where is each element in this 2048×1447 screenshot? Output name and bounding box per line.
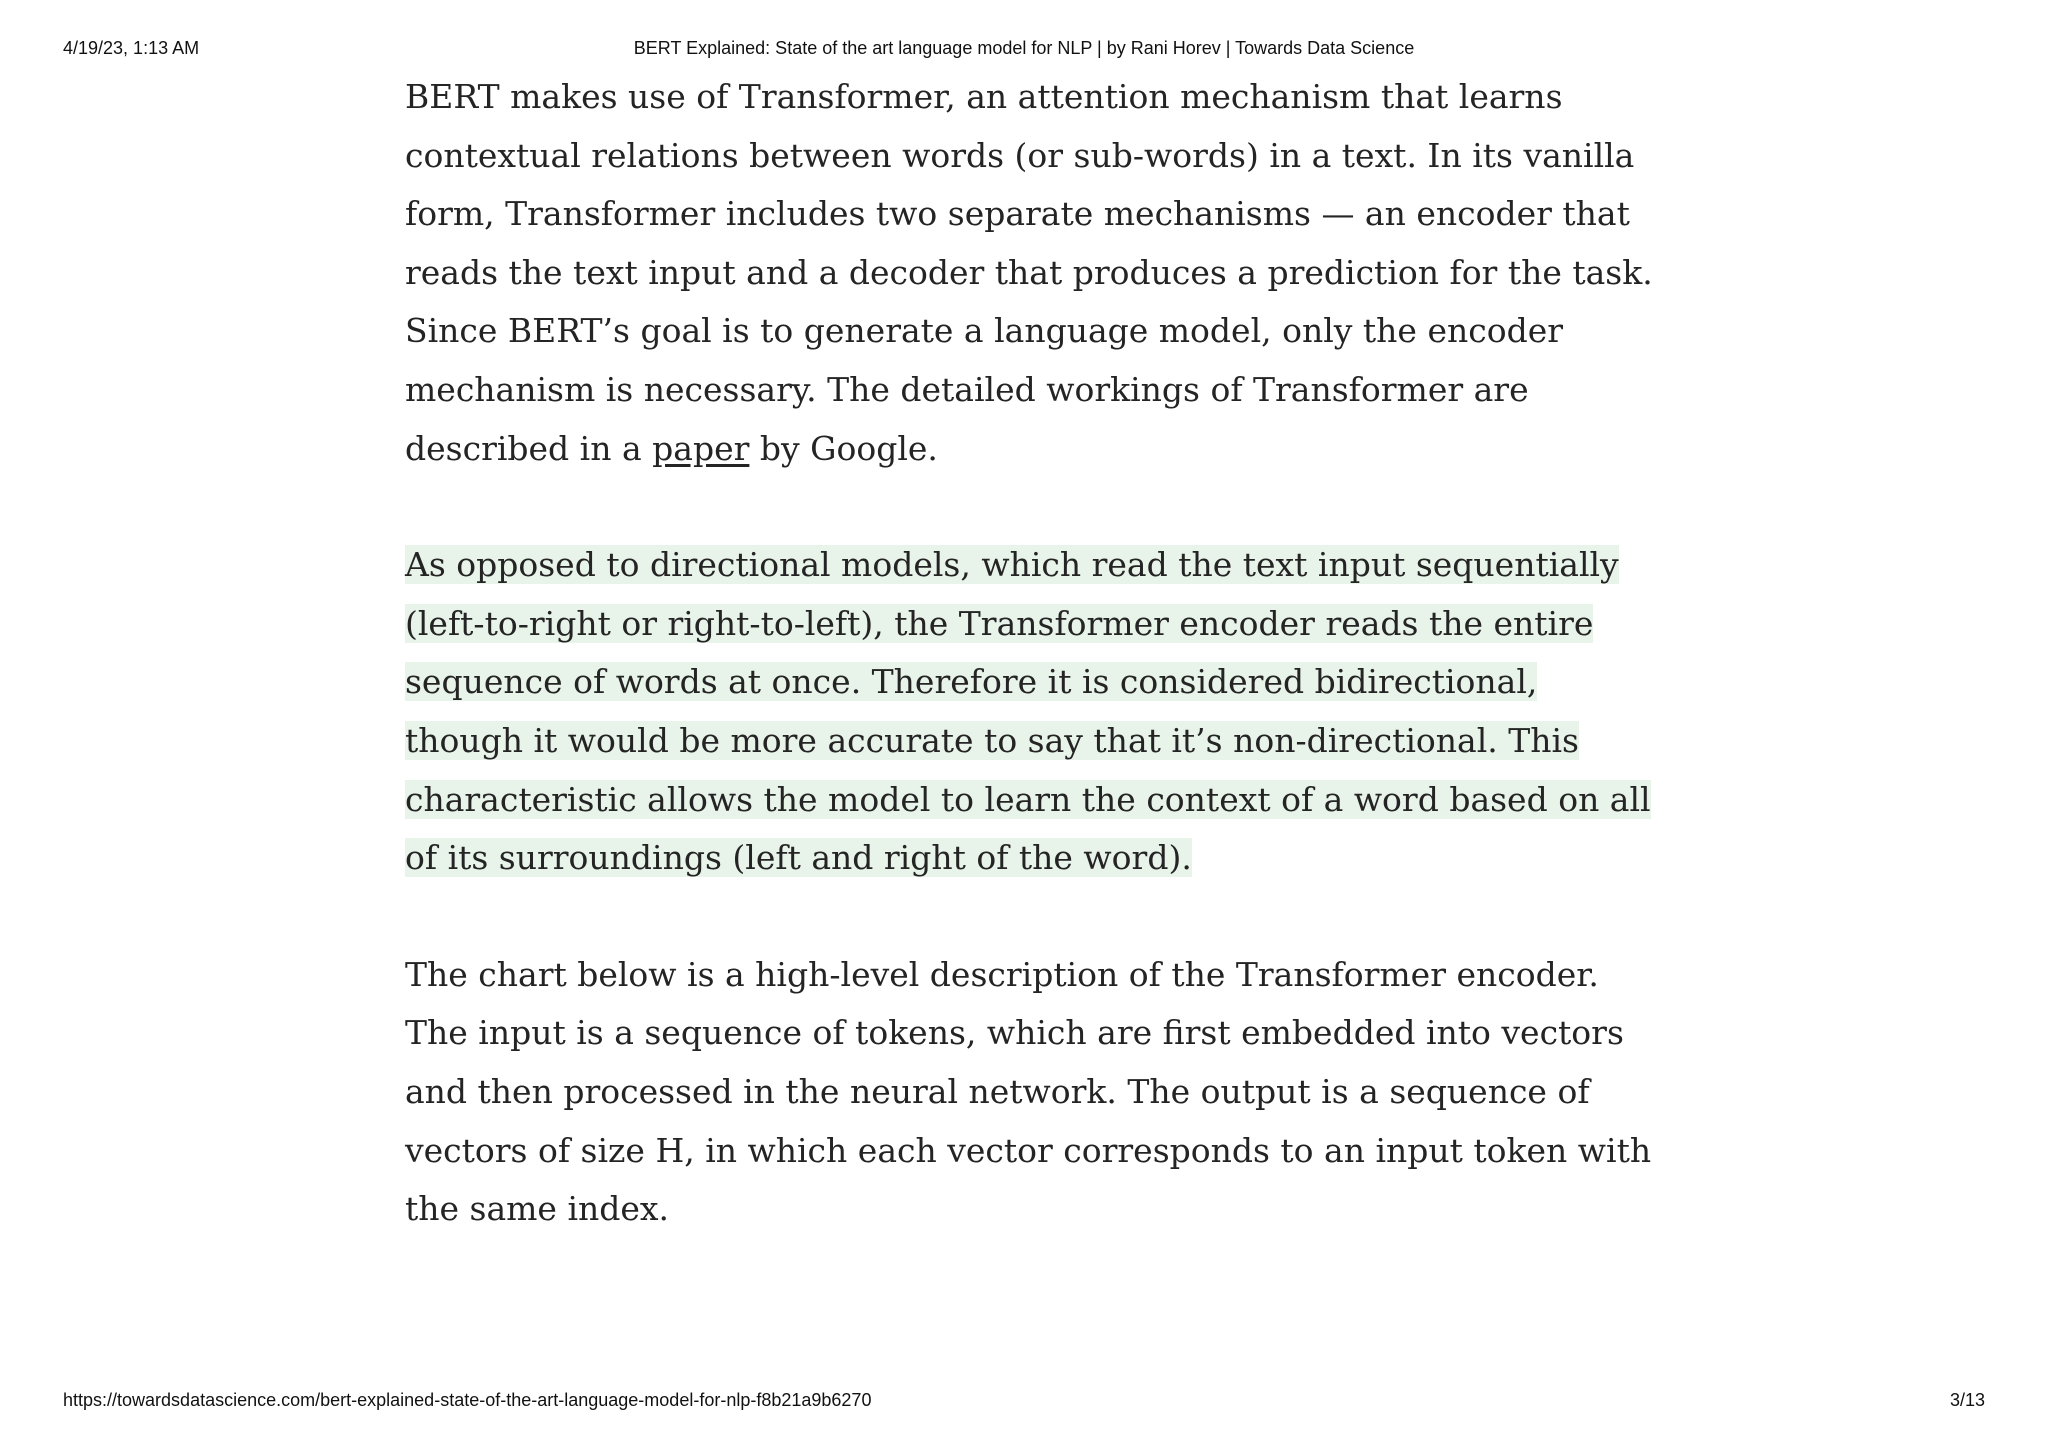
paragraph-transformer-intro (405, 68, 1665, 478)
print-footer (0, 1390, 2048, 1414)
print-date: 4/19/23, 1:13 AM (63, 38, 200, 58)
article-body (405, 68, 1665, 1239)
page-number: 3/13 (1949, 1390, 1985, 1410)
paragraph-text: BERT makes use of Transformer, an attention mechanism that learns contextual relations between words (or sub-words) in a text. In its vanilla form, Transformer includes two separate mechanisms — an encoder that reads the text input and a decoder that produces a prediction for the task. Since BERT’s goal is to generate a language model, only the encoder mechanism is necessary. The detailed workings of Transformer are described in a (405, 77, 1653, 468)
paper-link[interactable]: paper (652, 428, 750, 468)
print-header (0, 38, 2048, 62)
highlighted-text: As opposed to directional models, which read the text input sequentially (left-to-right or right-to-left), the Transformer encoder reads the entire sequence of words at once. Therefore it is considered bidirectional, though it would be more accurate to say that it’s non-directional. This characteristic allows the model to learn the context of a word based on all of its surroundings (left and right of the word). (405, 545, 1651, 878)
print-url: https://towardsdatascience.com/bert-explained-state-of-the-art-language-model-for-nlp-f8b21a9b6270 (63, 1390, 872, 1410)
paragraph-chart-description: The chart below is a high-level description of the Transformer encoder. The input is a sequence of tokens, which are first embedded into vectors and then processed in the neural network. The output is a sequence of vectors of size H, in which each vector corresponds to an input token with the same index. (405, 954, 1652, 1229)
paragraph-text: by Google. (749, 428, 938, 468)
print-page-title: BERT Explained: State of the art language model for NLP | by Rani Horev | Towards Data Science (633, 38, 1415, 58)
paragraph-bidirectional (405, 536, 1665, 888)
